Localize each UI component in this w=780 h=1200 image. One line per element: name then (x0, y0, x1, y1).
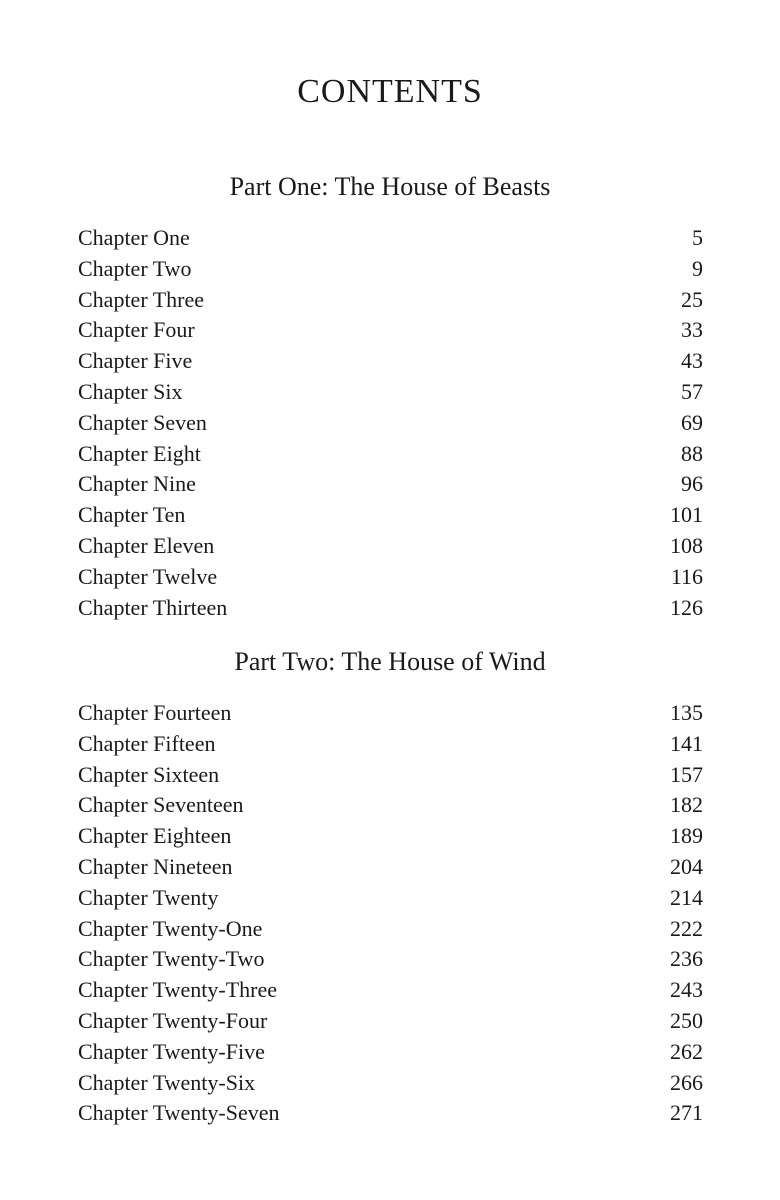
toc-entry-chapter-6[interactable] (78, 377, 703, 408)
chapter-label: Chapter Twenty-Two (78, 946, 265, 972)
toc-entry-chapter-3[interactable] (78, 285, 703, 316)
page-number: 243 (670, 977, 703, 1003)
page-number: 57 (681, 378, 703, 404)
toc-entry-chapter-10[interactable] (78, 500, 703, 531)
page-number: 141 (670, 730, 703, 756)
toc-entry-chapter-2[interactable] (78, 254, 703, 285)
toc-entry-chapter-27[interactable] (78, 1098, 703, 1129)
page-number: 266 (670, 1069, 703, 1095)
page-number: 108 (670, 532, 703, 558)
chapter-label: Chapter Twenty (78, 884, 219, 910)
toc-entry-chapter-8[interactable] (78, 439, 703, 470)
page-number: 43 (681, 348, 703, 374)
chapter-label: Chapter Twenty-Five (78, 1038, 265, 1064)
chapter-label: Chapter Fifteen (78, 730, 216, 756)
page-number: 214 (670, 884, 703, 910)
chapter-label: Chapter Six (78, 378, 183, 404)
page-number: 204 (670, 853, 703, 879)
toc-entry-chapter-18[interactable] (78, 821, 703, 852)
chapter-label: Chapter One (78, 225, 190, 250)
page-number: 88 (681, 440, 703, 466)
page-number: 69 (681, 409, 703, 435)
toc-entry-chapter-21[interactable] (78, 914, 703, 945)
part-one-heading: Part One: The House of Beasts (229, 172, 551, 201)
toc-entry-chapter-16[interactable] (78, 760, 703, 791)
page-number: 189 (670, 823, 703, 849)
page-number: 126 (670, 594, 703, 620)
chapter-label: Chapter Eleven (78, 532, 215, 558)
part-two-heading: Part Two: The House of Wind (234, 647, 546, 676)
toc-entry-chapter-15[interactable] (78, 729, 703, 760)
page-number: 236 (670, 946, 703, 972)
toc-entry-chapter-22[interactable] (78, 944, 703, 975)
toc-entry-chapter-7[interactable] (78, 408, 703, 439)
toc-entry-chapter-20[interactable] (78, 883, 703, 914)
page-number: 33 (681, 317, 703, 343)
toc-entry-chapter-12[interactable] (78, 562, 703, 593)
toc-entry-chapter-9[interactable] (78, 469, 703, 500)
toc-entry-chapter-26[interactable] (78, 1068, 703, 1099)
toc-entry-chapter-11[interactable] (78, 531, 703, 562)
chapter-label: Chapter Two (78, 255, 192, 281)
chapter-label: Chapter Twenty-Three (78, 977, 278, 1003)
toc-entry-chapter-17[interactable] (78, 790, 703, 821)
page-title: CONTENTS (297, 73, 483, 110)
chapter-label: Chapter Five (78, 348, 193, 374)
chapter-label: Chapter Seventeen (78, 792, 244, 818)
chapter-label: Chapter Three (78, 286, 205, 312)
page-number: 101 (670, 502, 703, 528)
chapter-label: Chapter Nineteen (78, 853, 233, 879)
chapter-label: Chapter Sixteen (78, 761, 220, 787)
toc-entry-chapter-4[interactable] (78, 315, 703, 346)
toc-entry-chapter-14[interactable] (78, 698, 703, 729)
chapter-label: Chapter Twelve (78, 563, 218, 589)
page-number: 5 (692, 225, 703, 250)
toc-entry-chapter-1[interactable] (78, 223, 703, 254)
toc-entry-chapter-13[interactable] (78, 593, 703, 624)
chapter-label: Chapter Thirteen (78, 594, 228, 620)
chapter-label: Chapter Fourteen (78, 700, 232, 725)
page-number: 250 (670, 1007, 703, 1033)
chapter-label: Chapter Seven (78, 409, 207, 435)
page-number: 262 (670, 1038, 703, 1064)
page-number: 135 (670, 700, 703, 725)
chapter-label: Chapter Twenty-Four (78, 1007, 268, 1033)
chapter-label: Chapter Twenty-One (78, 915, 263, 941)
toc-entry-chapter-23[interactable] (78, 975, 703, 1006)
chapter-label: Chapter Twenty-Six (78, 1069, 256, 1095)
page-number: 271 (670, 1100, 703, 1126)
toc-entry-chapter-19[interactable] (78, 852, 703, 883)
chapter-label: Chapter Eighteen (78, 823, 232, 849)
toc-entry-chapter-5[interactable] (78, 346, 703, 377)
chapter-label: Chapter Eight (78, 440, 201, 466)
part-one-chapter-list (78, 223, 703, 623)
toc-entry-chapter-25[interactable] (78, 1037, 703, 1068)
page-number: 9 (692, 255, 703, 281)
page-number: 157 (670, 761, 703, 787)
page-number: 116 (670, 563, 703, 589)
chapter-label: Chapter Ten (78, 502, 186, 528)
toc-entry-chapter-24[interactable] (78, 1006, 703, 1037)
chapter-label: Chapter Nine (78, 471, 196, 497)
chapter-label: Chapter Twenty-Seven (78, 1100, 280, 1126)
part-two-chapter-list (78, 698, 703, 1129)
page-number: 25 (681, 286, 703, 312)
chapter-label: Chapter Four (78, 317, 195, 343)
page-number: 182 (670, 792, 703, 818)
page-number: 222 (670, 915, 703, 941)
page-number: 96 (681, 471, 703, 497)
